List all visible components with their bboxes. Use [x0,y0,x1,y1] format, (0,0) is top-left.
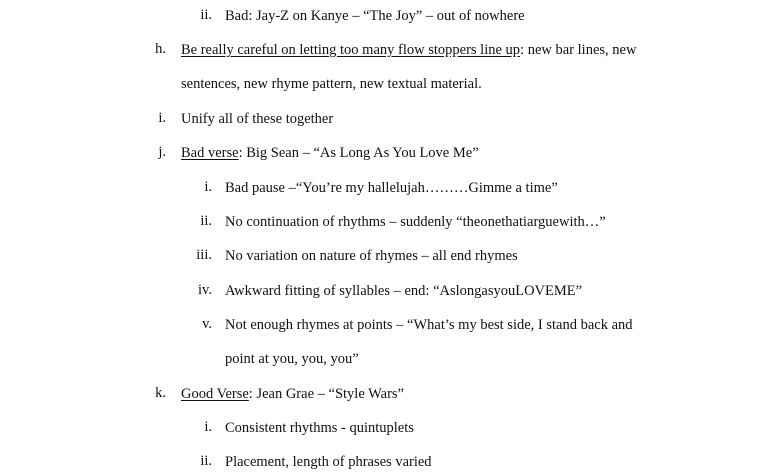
list-item-text: Bad: Jay-Z on Kanye – “The Joy” – out of nowhere [225,8,525,24]
list-item-text: No continuation of rhythms – suddenly “theonethatiarguewith…” [225,214,606,230]
list-marker: h. [155,41,166,57]
underlined-heading: Bad verse [181,145,239,161]
list-item-text: Consistent rhythms - quintuplets [225,420,414,436]
list-marker: i. [158,110,166,126]
list-item-continuation: point at you, you, you” [225,351,359,367]
list-item-text [181,41,636,59]
underlined-heading: Be really careful on letting too many flow stoppers line up [181,42,521,58]
list-marker: ii. [200,453,212,469]
list-item-text: Awkward fitting of syllables – end: “AslongasyouLOVEME” [225,283,583,299]
list-item-text: No variation on nature of rhymes – all end rhymes [225,248,518,264]
list-item-text [181,385,404,403]
list-item-rest: : Big Sean – “As Long As You Love Me” [238,145,479,161]
list-marker: iv. [198,282,212,298]
list-marker: i. [204,419,212,435]
list-marker: ii. [200,213,212,229]
list-marker: j. [158,144,166,160]
list-item-rest: : Jean Grae – “Style Wars” [248,386,404,402]
list-marker: k. [155,385,166,401]
list-item-continuation: sentences, new rhyme pattern, new textual material. [181,76,482,92]
list-marker: v. [202,316,212,332]
list-item-text: Unify all of these together [181,111,334,127]
list-item-text: Not enough rhymes at points – “What’s my best side, I stand back and [225,317,633,333]
list-item-text [181,144,479,162]
list-marker: iii. [196,247,212,263]
list-marker: ii. [200,7,212,23]
list-item-rest: : new bar lines, new [520,42,637,58]
list-marker: i. [204,179,212,195]
list-item-text: Bad pause –“You’re my hallelujah………Gimme a time” [225,180,558,196]
underlined-heading: Good Verse [181,386,249,402]
list-item-text: Placement, length of phrases varied [225,454,432,470]
